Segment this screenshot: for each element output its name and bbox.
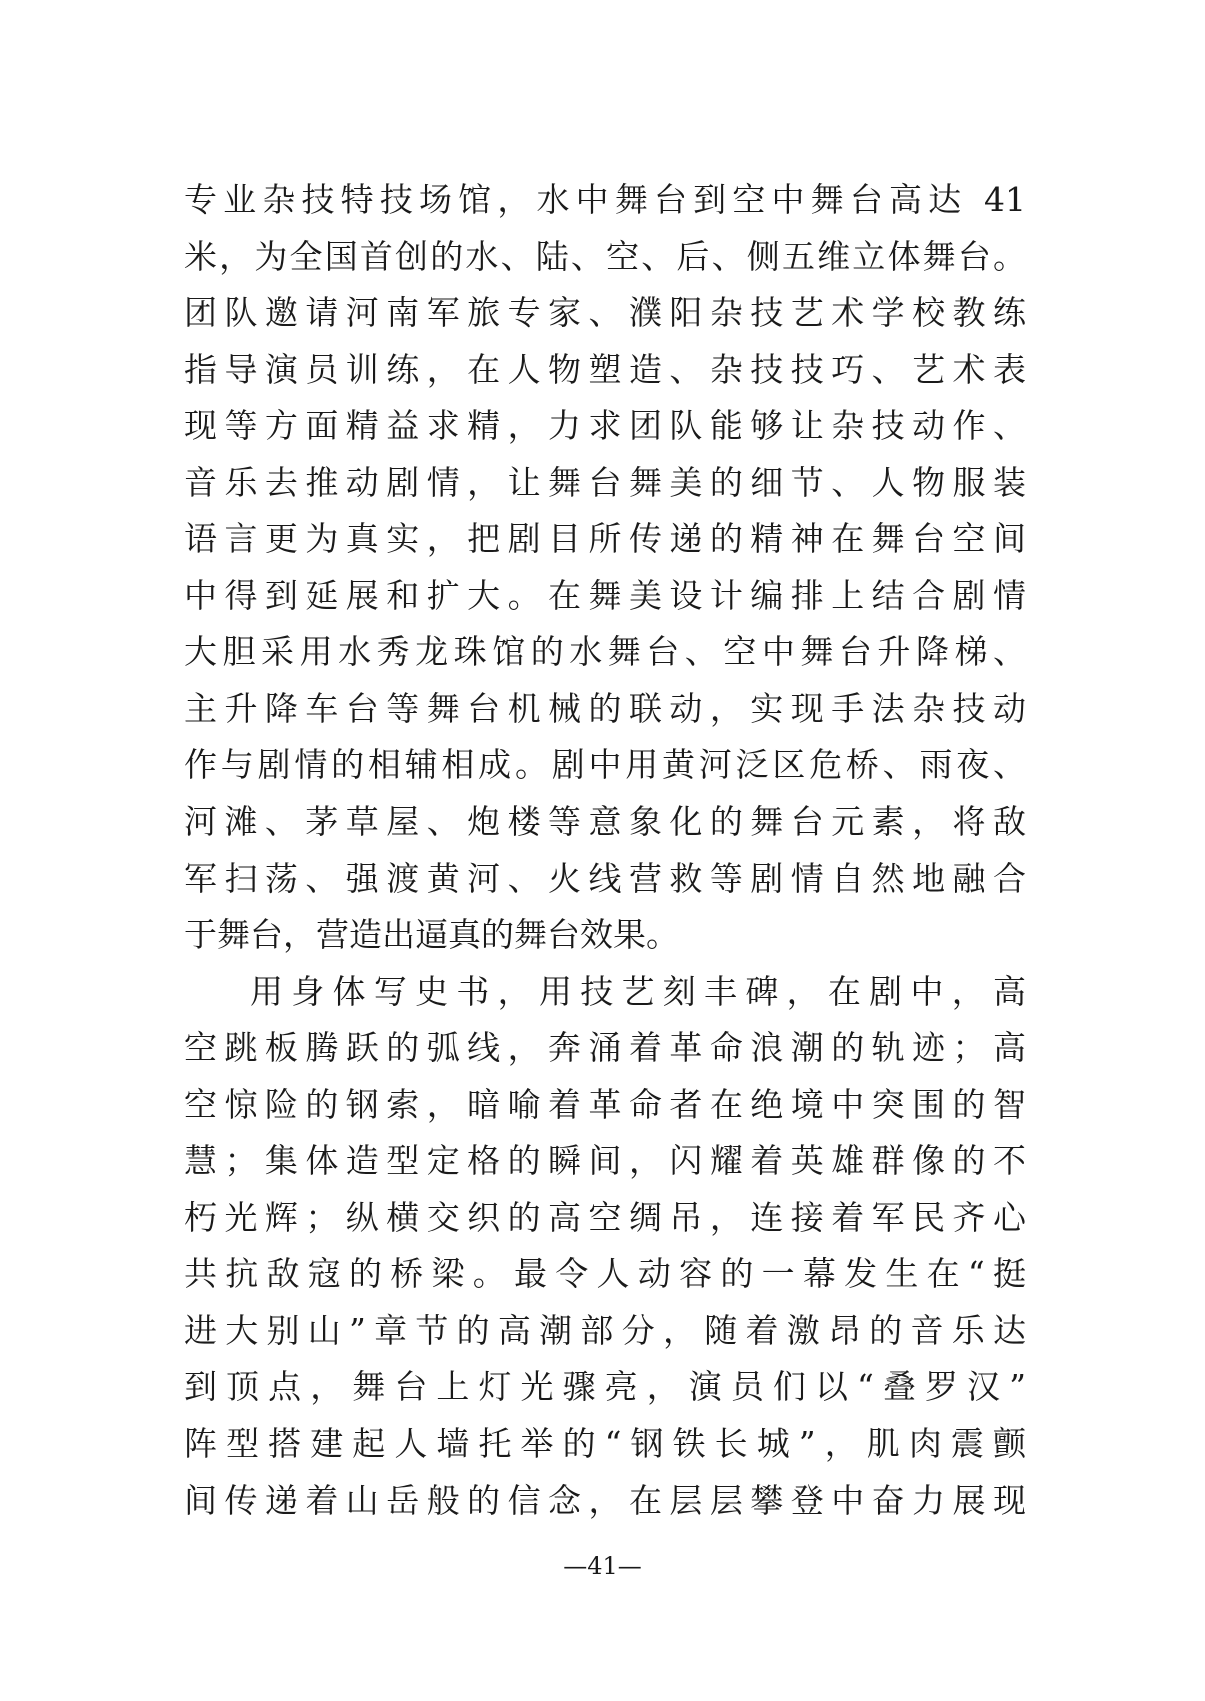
paragraph-end-line: 于舞台，营造出逼真的舞台效果。 (184, 915, 679, 955)
text-line: 军扫荡、强渡黄河、火线营救等剧情自然地融合 (184, 858, 1026, 898)
body-text (184, 172, 1026, 1529)
text-line: 大胆采用水秀龙珠馆的水舞台、空中舞台升降梯、 (184, 632, 1026, 672)
text-line: 专业杂技特技场馆，水中舞台到空中舞台高达 41 (184, 180, 1026, 219)
paragraph-start-line: 用身体写史书，用技艺刻丰碑，在剧中，高 (250, 971, 1026, 1011)
text-line: 河滩、茅草屋、炮楼等意象化的舞台元素，将敌 (184, 802, 1026, 842)
text-line: 到顶点，舞台上灯光骤亮，演员们以“叠罗汉” (184, 1367, 1026, 1407)
text-line: 空惊险的钢索，暗喻着革命者在绝境中突围的智 (184, 1084, 1026, 1124)
text-line: 语言更为真实，把剧目所传递的精神在舞台空间 (184, 519, 1026, 559)
text-line: 中得到延展和扩大。在舞美设计编排上结合剧情 (184, 575, 1026, 615)
text-line: 朽光辉；纵横交织的高空绸吊，连接着军民齐心 (184, 1197, 1026, 1237)
text-line: 作与剧情的相辅相成。剧中用黄河泛区危桥、雨夜、 (184, 745, 1026, 785)
text-line: 米，为全国首创的水、陆、空、后、侧五维立体舞台。 (184, 236, 1026, 276)
text-line: 共抗敌寇的桥梁。最令人动容的一幕发生在“挺 (184, 1254, 1026, 1294)
text-line: 团队邀请河南军旅专家、濮阳杂技艺术学校教练 (184, 293, 1026, 333)
text-line: 音乐去推动剧情，让舞台舞美的细节、人物服装 (184, 462, 1026, 502)
text-line: 阵型搭建起人墙托举的“钢铁长城”，肌肉震颤 (184, 1424, 1026, 1464)
text-line: 慧；集体造型定格的瞬间，闪耀着英雄群像的不 (184, 1141, 1026, 1181)
text-line: 现等方面精益求精，力求团队能够让杂技动作、 (184, 406, 1026, 446)
text-line: 进大别山”章节的高潮部分，随着激昂的音乐达 (184, 1310, 1026, 1350)
text-line: 指导演员训练，在人物塑造、杂技技巧、艺术表 (184, 349, 1026, 389)
page-number: —41— (563, 1552, 642, 1580)
text-line: 空跳板腾跃的弧线，奔涌着革命浪潮的轨迹；高 (184, 1028, 1026, 1068)
text-line: 间传递着山岳般的信念，在层层攀登中奋力展现 (184, 1480, 1026, 1520)
text-line: 主升降车台等舞台机械的联动，实现手法杂技动 (184, 688, 1026, 728)
